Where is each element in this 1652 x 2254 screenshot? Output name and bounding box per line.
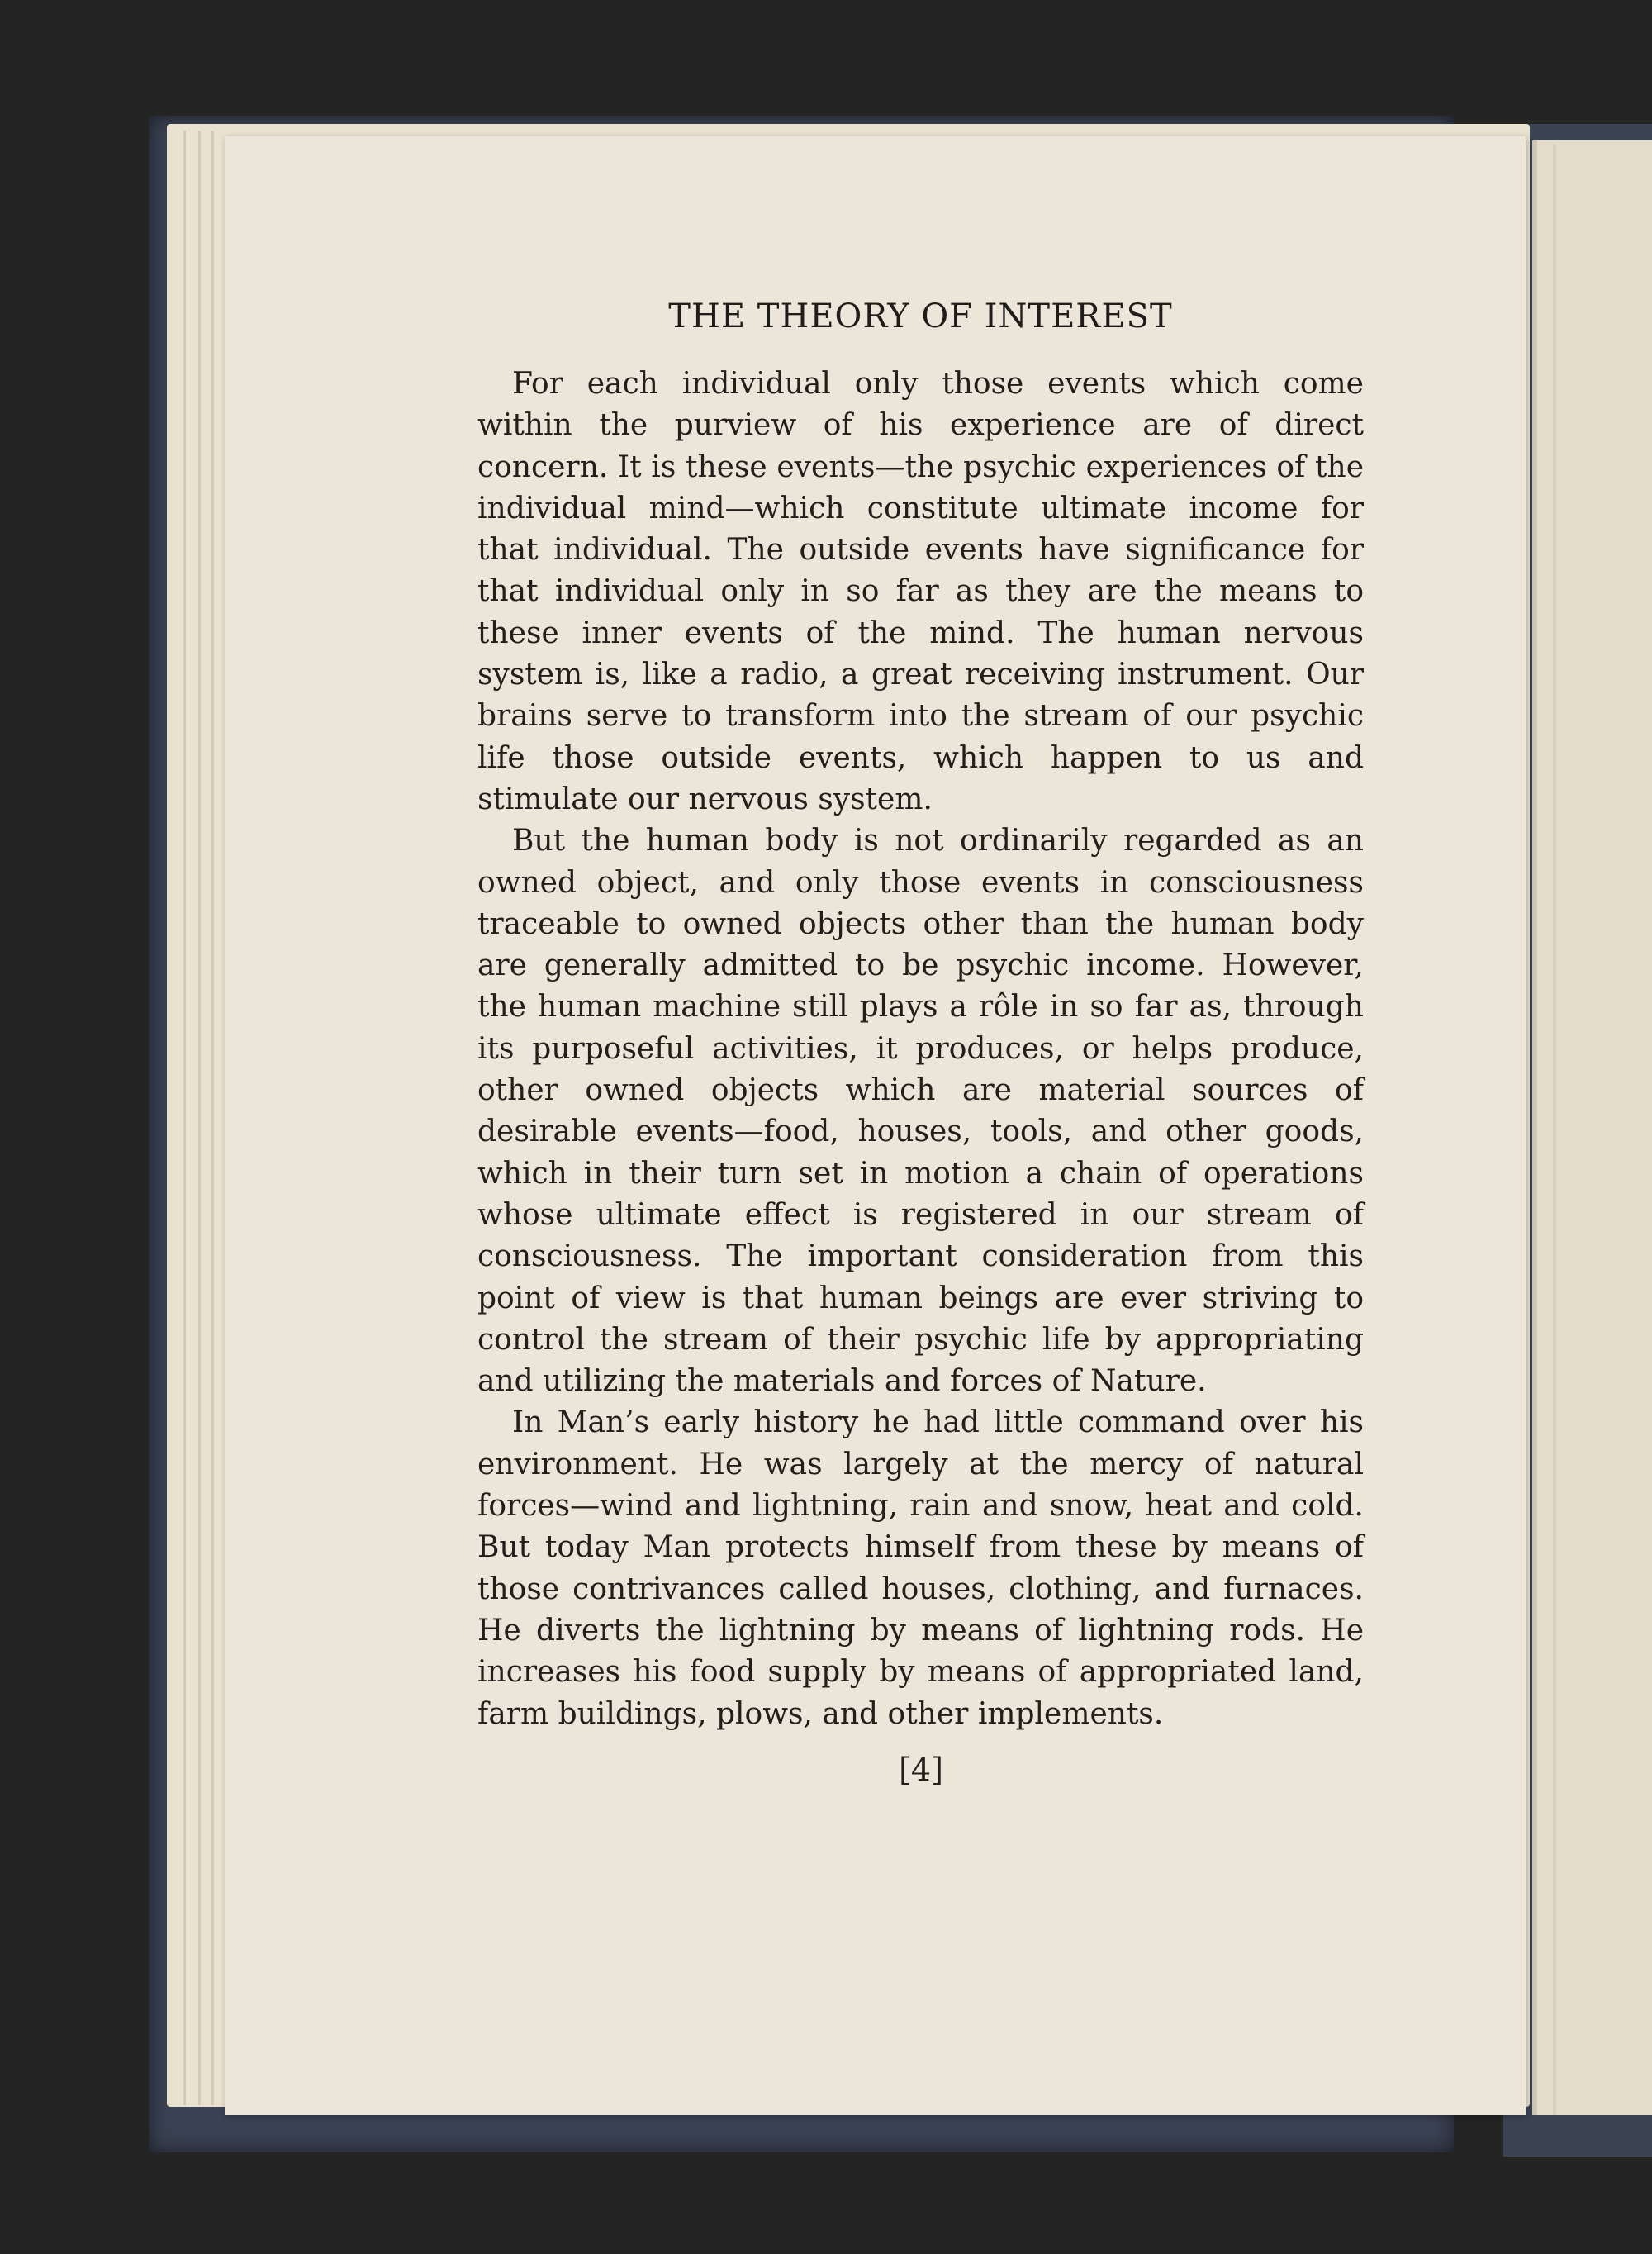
page-body [477, 364, 1364, 1735]
page-edge-line [183, 131, 186, 2105]
page-number: [4] [899, 1752, 943, 1788]
facing-page-edge [1553, 145, 1556, 2115]
paragraph: But the human body is not ordinarily regarded as an owned object, and only those events in consciousness traceable to owned objects other than the human body are generally admitted to be psychic income. However, the human machine still plays a rôle in so far as, through its purposeful activities, it produces, or helps produce, other owned objects which are material sources of desirable events—food, houses, tools, and other goods, which in their turn set in motion a chain of operations whose ultimate effect is registered in our stream of consciousness. The important consideration from this point of view is that human beings are ever striving to control the stream of their psychic life by appropriating and utilizing the materials and forces of Nature. [477, 824, 1364, 1399]
page-edge-line [198, 131, 201, 2105]
facing-page [1532, 140, 1652, 2115]
running-head: THE THEORY OF INTEREST [668, 297, 1173, 335]
paragraph: In Man’s early history he had little command over his environment. He was largely at the mercy of natural forces—wind and lightning, rain and snow, heat and cold. But today Man protects himself from these by means of those contrivances called houses, clothing, and furnaces. He diverts the lightning by means of lightning rods. He increases his food supply by means of appropriated land, farm buildings, plows, and other implements. [477, 1405, 1364, 1731]
page-edge-line [211, 131, 214, 2105]
paragraph: For each individual only those events which come within the purview of his experience are of direct concern. It is these events—the psychic experiences of the individual mind—which constitute ultimate income for that individual. The outside events have significance for that individual only in so far as they are the means to these inner events of the mind. The human nervous system is, like a radio, a great receiving instrument. Our brains serve to transform into the stream of our psychic life those outside events, which happen to us and stimulate our nervous system. [477, 367, 1364, 816]
